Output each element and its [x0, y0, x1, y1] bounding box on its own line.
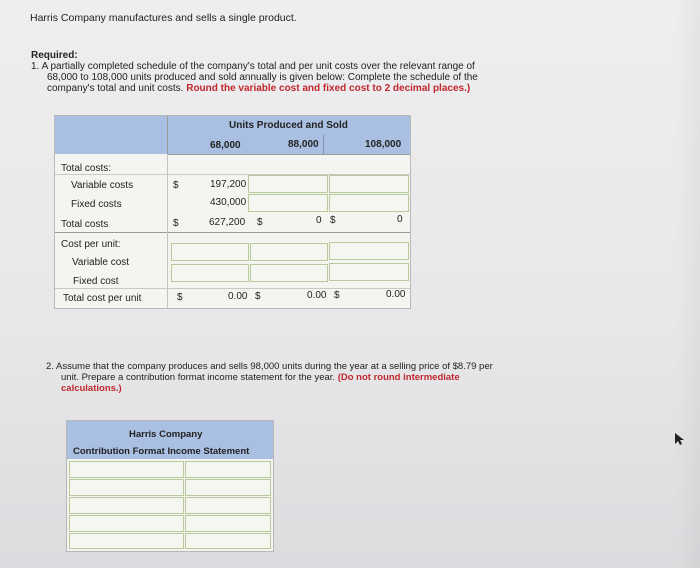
header-divider [323, 135, 324, 154]
statement-company: Harris Company [129, 429, 203, 440]
q2-line2-text: unit. Prepare a contribution format income statement for the year. [61, 372, 336, 383]
tcpu-108000: 0.00 [386, 289, 406, 300]
fixed-cost-108000-input[interactable] [329, 263, 409, 281]
income-statement-table [66, 420, 274, 552]
statement-amount-input[interactable] [185, 497, 271, 514]
variable-cost-88000-input[interactable] [250, 243, 328, 261]
fixed-costs-label: Fixed costs [71, 199, 122, 210]
q1-line3 [47, 83, 470, 95]
row-rule [55, 288, 410, 289]
row-rule [55, 232, 410, 233]
total-cost-per-unit-label: Total cost per unit [63, 293, 142, 304]
variable-costs-108000-input[interactable] [329, 175, 409, 193]
q2-line1: 2. Assume that the company produces and sells 98,000 units during the year at a selling price of $8.79 per [46, 361, 493, 372]
fixed-cost-label: Fixed cost [73, 276, 119, 287]
dollar-sign: $ [173, 180, 179, 191]
required-heading: Required: [31, 50, 78, 61]
statement-label-input[interactable] [69, 461, 184, 478]
statement-label-input[interactable] [69, 533, 184, 549]
tcpu-68000: 0.00 [228, 291, 248, 302]
dollar-sign: $ [334, 290, 340, 301]
statement-title: Contribution Format Income Statement [73, 446, 250, 457]
fixed-costs-108000-input[interactable] [329, 194, 409, 212]
dollar-sign: $ [330, 215, 336, 226]
statement-amount-input[interactable] [185, 515, 271, 532]
header-divider [167, 116, 168, 154]
statement-amount-input[interactable] [185, 479, 271, 496]
variable-costs-88000-input[interactable] [248, 175, 328, 193]
statement-amount-input[interactable] [185, 461, 271, 478]
variable-cost-68000-input[interactable] [171, 243, 249, 261]
q1-line2: 68,000 to 108,000 units produced and sold annually is given below: Complete the schedule of the [47, 72, 478, 83]
q1-rounding-instruction: Round the variable cost and fixed cost to 2 decimal places.) [186, 83, 471, 94]
units-produced-header: Units Produced and Sold [229, 120, 348, 131]
body-divider [167, 154, 168, 308]
statement-label-input[interactable] [69, 515, 184, 532]
tcpu-88000: 0.00 [307, 290, 327, 301]
column-68000: 68,000 [210, 140, 241, 151]
cost-per-unit-heading: Cost per unit: [61, 239, 121, 250]
q1-line3-text: company's total and unit costs. [47, 83, 184, 94]
dollar-sign: $ [177, 292, 183, 303]
variable-costs-68000: 197,200 [210, 179, 247, 190]
variable-costs-label: Variable costs [71, 180, 134, 191]
statement-label-input[interactable] [69, 497, 184, 514]
cost-schedule-table [54, 115, 411, 309]
header-rule [167, 154, 410, 155]
fixed-costs-88000-input[interactable] [248, 194, 328, 212]
q2-line3: calculations.) [61, 383, 122, 394]
q2-rounding-instruction: (Do not round intermediate [337, 372, 460, 383]
fixed-cost-88000-input[interactable] [250, 264, 328, 282]
variable-cost-108000-input[interactable] [329, 242, 409, 260]
page-shading [675, 0, 700, 568]
fixed-costs-68000: 430,000 [210, 197, 247, 208]
statement-label-input[interactable] [69, 479, 184, 496]
total-costs-108000: 0 [397, 214, 403, 225]
dollar-sign: $ [255, 291, 261, 302]
total-costs-88000: 0 [316, 215, 322, 226]
column-108000: 108,000 [365, 139, 402, 150]
total-costs-label: Total costs [61, 219, 109, 230]
dollar-sign: $ [257, 217, 263, 228]
dollar-sign: $ [173, 218, 179, 229]
column-88000: 88,000 [288, 139, 319, 150]
statement-amount-input[interactable] [185, 533, 271, 549]
total-costs-68000: 627,200 [209, 217, 246, 228]
total-costs-heading: Total costs: [61, 163, 112, 174]
cursor-arrow-icon [674, 432, 686, 446]
variable-cost-label: Variable cost [72, 257, 130, 268]
q1-line1: 1. A partially completed schedule of the company's total and per unit costs over the relevant range of [31, 61, 475, 72]
fixed-cost-68000-input[interactable] [171, 264, 249, 282]
intro-text: Harris Company manufactures and sells a single product. [30, 12, 297, 24]
